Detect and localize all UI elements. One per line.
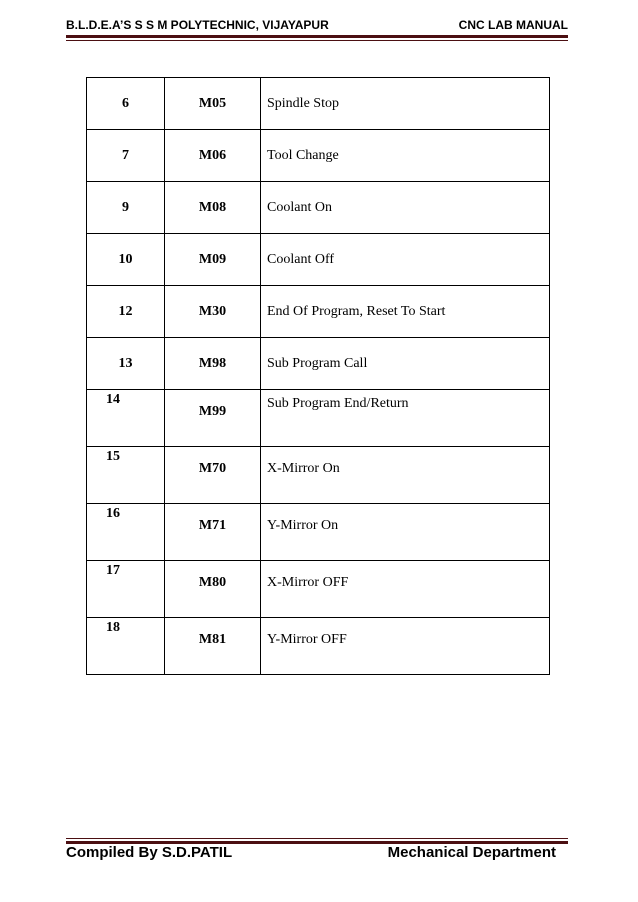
table-row [87,78,550,130]
code-description: Coolant On [261,182,550,234]
m-code: M99 [165,390,261,447]
row-number: 14 [87,390,165,447]
row-number: 18 [87,618,165,675]
row-number: 9 [87,182,165,234]
table-row [87,338,550,390]
row-number: 15 [87,447,165,504]
table-row [87,286,550,338]
row-number: 10 [87,234,165,286]
m-code: M06 [165,130,261,182]
footer-author: Compiled By S.D.PATIL [66,844,233,861]
m-code: M81 [165,618,261,675]
m-code: M30 [165,286,261,338]
table-row [87,234,550,286]
code-description: Y-Mirror On [261,504,550,561]
footer-department: Mechanical Department [387,844,556,861]
m-code: M08 [165,182,261,234]
code-description: Y-Mirror OFF [261,618,550,675]
m-code-table [86,77,550,675]
row-number: 13 [87,338,165,390]
table-row [87,504,550,561]
code-description: Tool Change [261,130,550,182]
code-description: X-Mirror OFF [261,561,550,618]
footer-rule-thin [66,838,568,839]
m-code: M70 [165,447,261,504]
row-number: 16 [87,504,165,561]
row-number: 12 [87,286,165,338]
table-row [87,561,550,618]
m-code: M80 [165,561,261,618]
code-description: Coolant Off [261,234,550,286]
code-description: Sub Program Call [261,338,550,390]
code-description: X-Mirror On [261,447,550,504]
page-header [66,12,568,32]
code-description: End Of Program, Reset To Start [261,286,550,338]
table-row [87,182,550,234]
code-description: Sub Program End/Return [261,390,550,447]
header-rule [66,35,568,38]
row-number: 17 [87,561,165,618]
row-number: 7 [87,130,165,182]
table-row [87,447,550,504]
row-number: 6 [87,78,165,130]
table-row [87,390,550,447]
m-code: M09 [165,234,261,286]
table-row [87,130,550,182]
header-institution: B.L.D.E.A’S S S M POLYTECHNIC, VIJAYAPUR [66,18,329,32]
code-description: Spindle Stop [261,78,550,130]
m-code: M71 [165,504,261,561]
m-code: M05 [165,78,261,130]
header-rule-thin [66,40,568,41]
table-row [87,618,550,675]
header-manual-title: CNC LAB MANUAL [458,18,568,32]
m-code: M98 [165,338,261,390]
page-footer [66,844,556,861]
